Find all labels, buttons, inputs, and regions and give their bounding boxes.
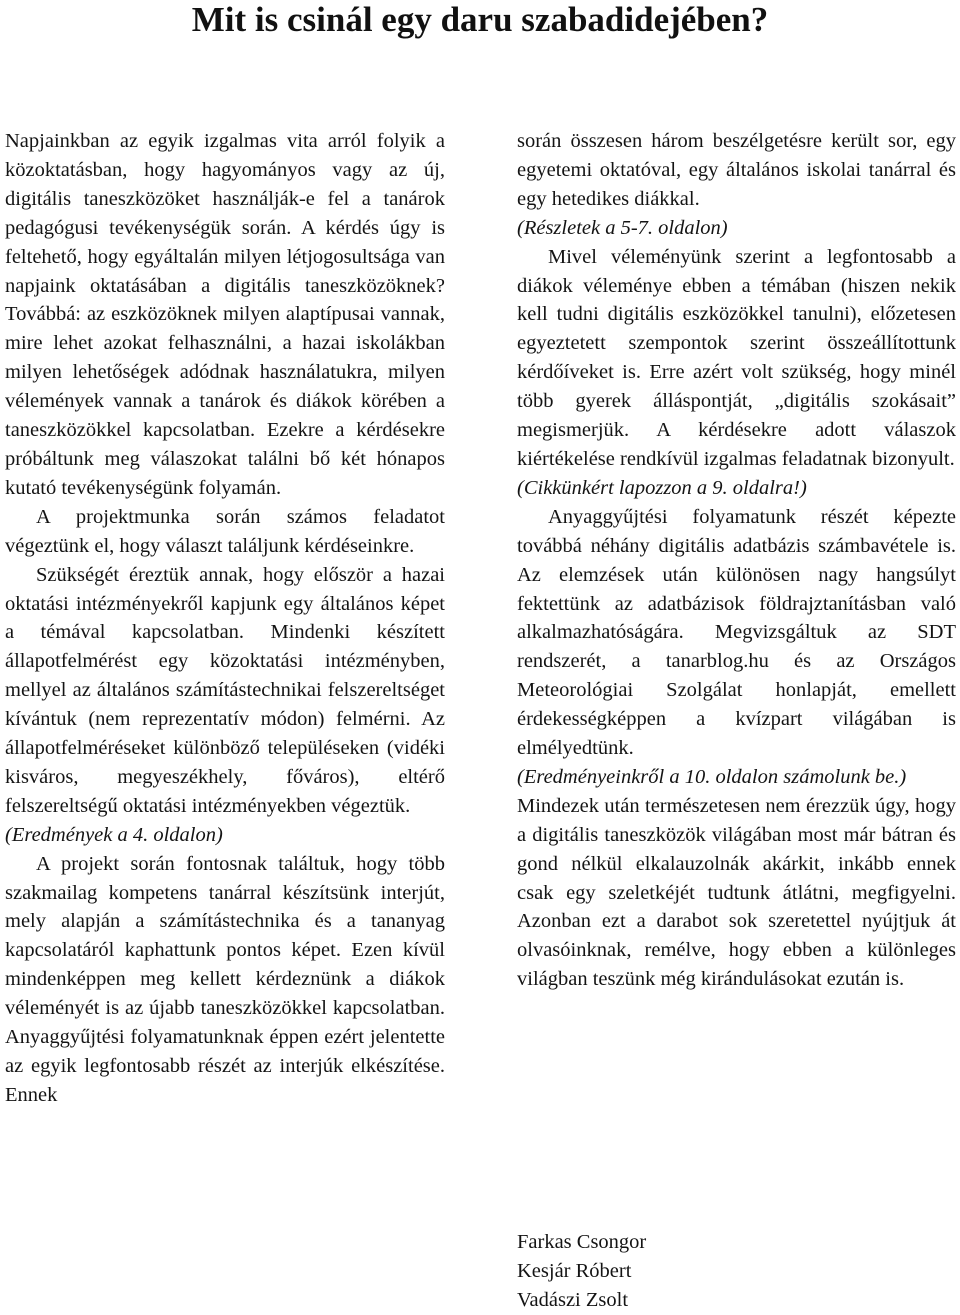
article-title: Mit is csinál egy daru szabadidejében? — [191, 0, 769, 39]
intro-paragraph: Napjainkban az egyik izgalmas vita arról folyik a közoktatásban, hogy hagyományos vagy az új, digitális taneszközöket használják-e fel a tanárok pedagógusi tevékenységük során. A kérdés úgy is feltehető, hogy egyáltalán milyen létjogosultsága van napjaink oktatásában a digitális taneszközöknek? Továbbá: az eszközöknek milyen alaptípusai vannak, mire lehet azokat felhasználni, a hazai iskolákban milyen lehetőségek adódnak használatukra, milyen vélemények vannak a tanárok és diákok körében a taneszközökkel kapcsolatban. Ezekre a kérdésekre próbáltunk meg válaszokat találni bő két hónapos kutató tevékenységünk folyamán. — [5, 130, 445, 499]
author-name: Vadászi Zsolt — [517, 1289, 629, 1311]
author-list — [517, 1228, 646, 1315]
questionnaire-paragraph: Mivel véleményünk szerint a legfontosabb a diákok véleménye ebben a témában (hiszen nekik kell tudni digitális eszközökkel tanulni), előzetesen egyeztetett szempontok szerint összeállítottunk kérdőíveket is. Erre azért volt szükség, hogy minél több gyerek álláspontját, „digitális szokásait” megismerjük. A kérdésekre adott válaszok kiértékelése rendkívül izgalmas feladatnak bizonyult. — [517, 245, 956, 470]
author-name: Kesjár Róbert — [517, 1260, 632, 1282]
article-reference: (Cikkünkért lapozzon a 9. oldalra!) — [517, 476, 807, 499]
findings-reference: (Eredményeinkről a 10. oldalon számolunk be.) — [517, 765, 907, 788]
interview-continuation-paragraph: során összesen három beszélgetésre került sor, egy egyetemi oktatóval, egy általános iskolai tanárral és egy hetedikes diákkal. — [517, 130, 956, 210]
interview-paragraph: A projekt során fontosnak találtuk, hogy több szakmailag kompetens tanárral készítsünk interjút, mely alapján a számítástechnika és a tananyag kapcsolatáról kaphattunk pontos képet. Ezen kívül mindenképpen meg kellett kérdeznünk a diákok véleményét is az újabb taneszközökkel kapcsolatban. Anyaggyűjtési folyamatunknak éppen ezért jelentette az egyik legfontosabb részét az interjúk elkészítése. Ennek — [5, 852, 445, 1106]
author-name: Farkas Csongor — [517, 1231, 647, 1253]
details-reference: (Részletek a 5-7. oldalon) — [517, 216, 728, 239]
left-column — [5, 127, 445, 1110]
survey-paragraph: Szükségét éreztük annak, hogy először a hazai oktatási intézményekről kapjunk egy általános képet a témával kapcsolatban. Mindenki készített állapotfelmérést egy közoktatási intézményben, mellyel az általános számítástechnikai felszereltséget kívántuk (nem reprezentatív módon) felmérni. Az állapotfelméréseket különböző településeken (vidéki kisváros, megyeszékhely, főváros), eltérő felszereltségű oktatási intézményekben végeztük. — [5, 563, 445, 817]
conclusion-paragraph: Mindezek után természetesen nem érezzük úgy, hogy a digitális taneszközök világában most már bátran és gond nélkül elkalauzolnák akárkit, inkább ennek csak egy szeletkéjét tudtunk átlátni, megfigyelni. Azonban ezt a darabot sok szeretettel nyújtjuk át olvasóinknak, remélve, hogy ebben a különleges világban teszünk még kirándulásokat ezután is. — [517, 794, 956, 991]
right-column — [517, 127, 956, 994]
results-reference: (Eredmények a 4. oldalon) — [5, 823, 223, 846]
project-work-paragraph: A projektmunka során számos feladatot végeztünk el, hogy választ találjunk kérdéseinkre. — [5, 505, 445, 557]
database-paragraph: Anyaggyűjtési folyamatunk részét képezte továbbá néhány digitális adatbázis számbavétele is. Az elemzések után különösen nagy hangsúlyt fektettünk az adatbázisok földrajztanításban való alkalmazhatóságára. Megvizsgáltuk az SDT rendszerét, a tanarblog.hu és az Országos Meteorológiai Szolgálat honlapját, emellett érdekességképpen a kvízpart világában is elmélyedtünk. — [517, 505, 956, 760]
